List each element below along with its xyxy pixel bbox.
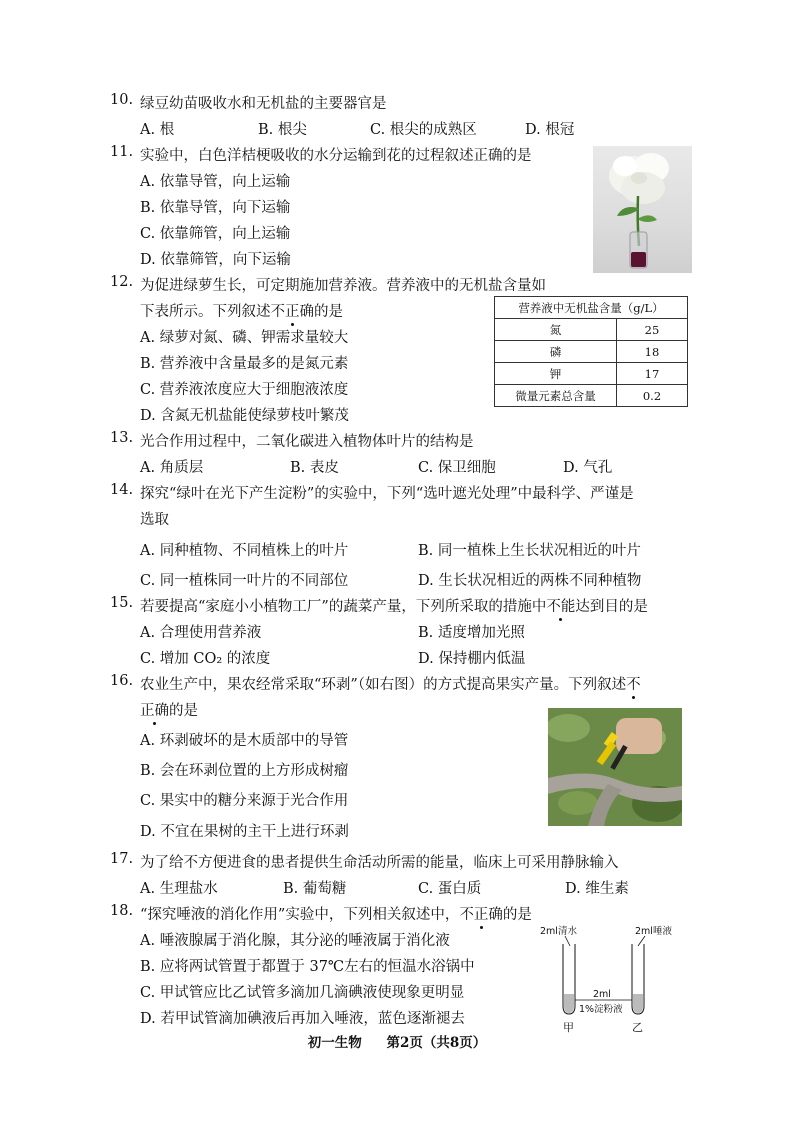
flower-in-tube-photo xyxy=(593,146,692,273)
option: C. 保卫细胞 xyxy=(418,460,496,476)
option: D. 维生素 xyxy=(565,881,629,897)
option: C. 同一植株同一叶片的不同部位 xyxy=(140,573,349,589)
option: D. 根冠 xyxy=(525,122,575,138)
option: C. 甲试管应比乙试管多滴加几滴碘液使现象更明显 xyxy=(140,985,465,1001)
option: D. 若甲试管滴加碘液后再加入唾液，蓝色逐渐褪去 xyxy=(140,1011,465,1027)
page-footer xyxy=(0,1031,794,1051)
left-tube-top-label: 2ml清水 xyxy=(540,926,577,937)
question-number: 10. xyxy=(110,92,134,108)
question-stem: “探究唾液的消化作用”实验中，下列相关叙述中，不正确的是 xyxy=(140,903,532,924)
option: B. 表皮 xyxy=(290,460,339,476)
tube-yi-label: 乙 xyxy=(632,1021,643,1034)
middle-solution-label: 1%淀粉液 xyxy=(579,1004,623,1015)
right-tube-top-label: 2ml唾液 xyxy=(635,926,672,937)
test-tube-diagram xyxy=(535,922,695,1037)
question-stem-line: 选取 xyxy=(140,512,169,528)
nutrient-table xyxy=(494,296,688,407)
table-row: 氮 25 xyxy=(495,319,688,341)
table-header: 营养液中无机盐含量（g/L） xyxy=(495,297,688,319)
option: C. 依靠筛管，向上运输 xyxy=(140,226,291,242)
question-stem-line: 下表所示。下列叙述不正确的是 xyxy=(140,300,343,321)
footer-subject: 初一生物 xyxy=(307,1035,362,1051)
question-stem: 绿豆幼苗吸收水和无机盐的主要器官是 xyxy=(140,96,387,112)
question-number: 15. xyxy=(110,595,134,611)
emphasis-text: 不正确 xyxy=(271,300,315,321)
question-number: 13. xyxy=(110,430,134,446)
option: A. 角质层 xyxy=(140,460,204,476)
middle-volume-label: 2ml xyxy=(593,989,611,1000)
option: C. 增加 CO₂ 的浓度 xyxy=(140,651,271,667)
option: A. 合理使用营养液 xyxy=(140,625,262,641)
question-number: 18. xyxy=(110,903,134,919)
option: D. 生长状况相近的两株不同种植物 xyxy=(418,573,642,589)
option: B. 同一植株上生长状况相近的叶片 xyxy=(418,543,641,559)
question-stem: 光合作用过程中，二氧化碳进入植物体叶片的结构是 xyxy=(140,434,474,450)
option: B. 葡萄糖 xyxy=(283,881,347,897)
question-stem: 实验中，白色洋桔梗吸收的水分运输到花的过程叙述正确的是 xyxy=(140,148,532,164)
table-row: 钾 17 xyxy=(495,363,688,385)
question-stem: 为了给不方便进食的患者提供生命活动所需的能量，临床上可采用静脉输入 xyxy=(140,855,619,871)
emphasis-text: 不 xyxy=(626,673,641,694)
question-number: 14. xyxy=(110,482,134,498)
question-stem: 探究“绿叶在光下产生淀粉”的实验中，下列“选叶遮光处理”中最科学、严谨是 xyxy=(140,486,634,502)
question-stem: 农业生产中，果农经常采取“环剥”（如右图）的方式提高果实产量。下列叙述不 xyxy=(140,673,641,694)
girdling-photo xyxy=(548,708,682,826)
emphasis-text: 正确 xyxy=(140,699,169,720)
option: A. 依靠导管，向上运输 xyxy=(140,174,291,190)
table-row: 微量元素总含量 0.2 xyxy=(495,385,688,407)
question-stem-line: 正确的是 xyxy=(140,699,198,720)
question-stem: 若要提高“家庭小小植物工厂”的蔬菜产量，下列所采取的措施中不能达到目的是 xyxy=(140,595,648,616)
option: A. 环剥破坏的是木质部中的导管 xyxy=(140,733,349,749)
option: A. 根 xyxy=(140,122,175,138)
footer-page-number: 第2页（共8页） xyxy=(386,1035,487,1051)
option: A. 同种植物、不同植株上的叶片 xyxy=(140,543,349,559)
question-number: 17. xyxy=(110,851,134,867)
option: D. 不宜在果树的主干上进行环剥 xyxy=(140,824,349,840)
option: B. 适度增加光照 xyxy=(418,625,525,641)
option: C. 营养液浓度应大于细胞液浓度 xyxy=(140,382,349,398)
question-number: 11. xyxy=(110,144,134,160)
option: D. 含氮无机盐能使绿萝枝叶繁茂 xyxy=(140,408,349,424)
option: A. 唾液腺属于消化腺，其分泌的唾液属于消化液 xyxy=(140,933,450,949)
option: C. 根尖的成熟区 xyxy=(370,122,477,138)
option: A. 生理盐水 xyxy=(140,881,218,897)
option: D. 保持棚内低温 xyxy=(418,651,526,667)
option: B. 应将两试管置于都置于 37℃左右的恒温水浴锅中 xyxy=(140,959,475,975)
table-row: 磷 18 xyxy=(495,341,688,363)
option: C. 果实中的糖分来源于光合作用 xyxy=(140,793,349,809)
option: D. 气孔 xyxy=(563,460,613,476)
question-number: 12. xyxy=(110,274,134,290)
option: A. 绿萝对氮、磷、钾需求量较大 xyxy=(140,330,349,346)
question-number: 16. xyxy=(110,673,134,689)
option: B. 根尖 xyxy=(258,122,307,138)
option: D. 依靠筛管，向下运输 xyxy=(140,252,291,268)
tube-jia-label: 甲 xyxy=(563,1021,574,1034)
option: C. 蛋白质 xyxy=(418,881,482,897)
option: B. 营养液中含量最多的是氮元素 xyxy=(140,356,349,372)
option: B. 会在环剥位置的上方形成树瘤 xyxy=(140,763,349,779)
option: B. 依靠导管，向下运输 xyxy=(140,200,291,216)
question-stem: 为促进绿萝生长，可定期施加营养液。营养液中的无机盐含量如 xyxy=(140,278,546,294)
emphasis-text: 不正确 xyxy=(459,903,503,924)
emphasis-text: 不能 xyxy=(546,595,575,616)
